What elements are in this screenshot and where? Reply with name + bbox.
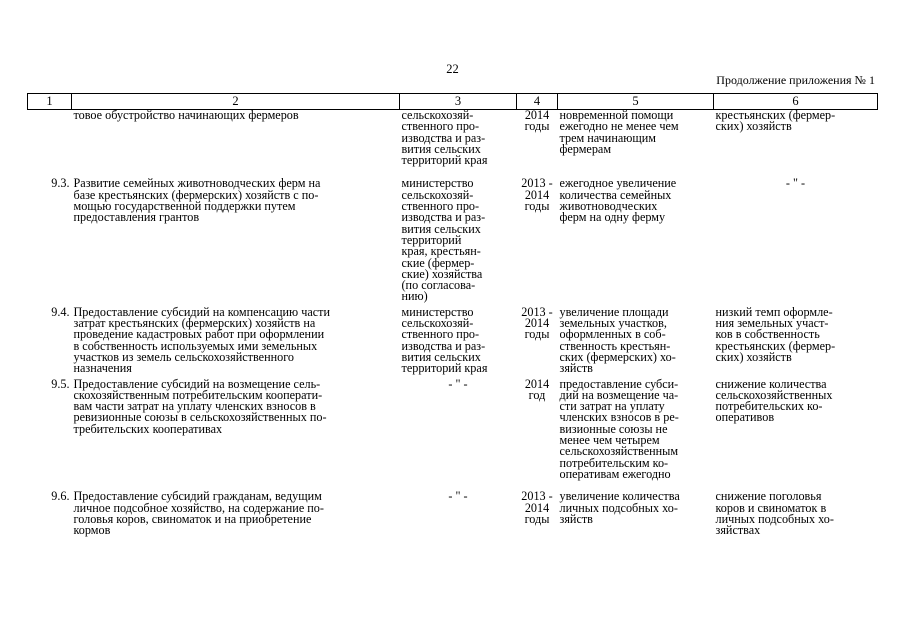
text-line: головья коров, свиноматок и на приобретение xyxy=(73,511,312,526)
text-line: министерство xyxy=(401,304,474,319)
text-line: территорий края xyxy=(401,361,488,376)
text-line: изводства и раз- xyxy=(401,130,486,145)
text-line: членских взносов в ре- xyxy=(559,410,679,425)
text-line: министерство xyxy=(401,176,474,191)
text-line: ков в собственность xyxy=(715,327,820,342)
table-row xyxy=(28,379,878,492)
text-line: вития сельских xyxy=(401,141,481,156)
text-line: 2013 - xyxy=(521,176,553,191)
text-line: годы xyxy=(524,199,550,214)
term-cell xyxy=(517,376,558,492)
text-line: потребительских ко- xyxy=(715,399,823,414)
text-line: 2014 xyxy=(524,500,550,515)
text-line: территорий xyxy=(401,232,462,247)
text-line: год xyxy=(528,387,546,402)
result-cell xyxy=(558,110,714,179)
table-row xyxy=(28,491,878,536)
text-line: ежегодное увеличение xyxy=(559,176,677,191)
executor-cell xyxy=(400,110,517,179)
text-line: личных подсобных хо- xyxy=(715,511,834,526)
text-line: вития сельских xyxy=(401,221,481,236)
column-header: 4 xyxy=(517,94,558,110)
item-number: 9.3. xyxy=(51,176,70,191)
text-line: 2013 - xyxy=(521,304,553,319)
item-number: 9.4. xyxy=(51,304,70,319)
text-line: товое обустройство начинающих фермеров xyxy=(73,108,299,122)
text-line: изводства и раз- xyxy=(401,338,486,353)
activity-text xyxy=(72,376,400,492)
term-cell xyxy=(517,491,558,536)
text-line: оперативов xyxy=(715,410,775,425)
text-line: вития сельских xyxy=(401,349,481,364)
text-line: потребительским ко- xyxy=(559,455,669,470)
text-line: ревизионные союзы в сельскохозяйственных по- xyxy=(73,410,327,425)
table-row xyxy=(28,110,878,179)
consequence-cell xyxy=(714,304,878,379)
text-line: Предоставление субсидий на возмещение сель- xyxy=(73,376,321,391)
text-line: оформленных в соб- xyxy=(559,327,666,342)
term-cell xyxy=(517,110,558,179)
text-line: сельскохозяйственным xyxy=(559,444,679,459)
text-line: 2014 xyxy=(524,316,550,331)
text-line: годы xyxy=(524,327,550,342)
text-line: ские) хозяйства xyxy=(401,266,483,281)
item-number: 9.5. xyxy=(51,376,70,391)
text-line: годы xyxy=(524,119,550,134)
text-line: ских) хозяйств xyxy=(715,349,792,364)
item-number xyxy=(28,110,72,179)
text-line: ственность крестьян- xyxy=(559,338,671,353)
text-line: крестьянских (фермер- xyxy=(715,108,836,122)
text-line: зяйств xyxy=(559,511,593,526)
consequence-cell xyxy=(714,178,878,306)
consequence-cell xyxy=(714,376,878,492)
program-table xyxy=(27,93,878,536)
text-line: - " - xyxy=(448,376,468,391)
table-row xyxy=(28,307,878,379)
text-line: кормов xyxy=(73,523,111,538)
text-line: 2014 xyxy=(524,376,550,391)
text-line: увеличение площади xyxy=(559,304,669,319)
text-line: зяйствах xyxy=(715,523,761,538)
text-line: дий на возмещение ча- xyxy=(559,387,679,402)
text-line: края, крестьян- xyxy=(401,244,481,259)
text-line: сельскохозяйственных xyxy=(715,387,833,402)
executor-cell xyxy=(400,376,517,492)
text-line: визионные союзы не xyxy=(559,421,668,436)
text-line: ственного про- xyxy=(401,199,480,214)
term-cell xyxy=(517,304,558,379)
result-cell xyxy=(558,376,714,492)
text-line: фермерам xyxy=(559,141,612,156)
column-header: 2 xyxy=(72,94,400,110)
text-line: крестьянских (фермер- xyxy=(715,338,836,353)
text-line: требительских кооперативах xyxy=(73,421,223,436)
text-line: сти затрат на уплату xyxy=(559,399,665,414)
column-header: 1 xyxy=(28,94,72,110)
executor-cell xyxy=(400,491,517,536)
text-line: - " - xyxy=(448,489,468,504)
text-line: трем начинающим xyxy=(559,130,656,145)
text-line: ских (фермерских) хо- xyxy=(559,349,676,364)
text-line: сельскохозяй- xyxy=(401,316,474,331)
text-line: низкий темп оформле- xyxy=(715,304,833,319)
result-cell xyxy=(558,491,714,536)
text-line: менее чем четырем xyxy=(559,433,660,448)
text-line: зяйств xyxy=(559,361,593,376)
text-line: мощью государственной поддержки путем xyxy=(73,199,296,214)
executor-cell xyxy=(400,304,517,379)
text-line: ственного про- xyxy=(401,327,480,342)
text-line: ния земельных участ- xyxy=(715,316,829,331)
text-line: новременной помощи xyxy=(559,108,674,122)
item-number: 9.6. xyxy=(51,489,70,504)
text-line: - " - xyxy=(785,176,806,191)
text-line: сельскохозяй- xyxy=(401,187,474,202)
result-cell xyxy=(558,304,714,379)
text-line: ежегодно не менее чем xyxy=(559,119,679,134)
text-line: оперативам ежегодно xyxy=(559,466,671,481)
text-line: ские (фермер- xyxy=(401,255,475,270)
text-line: годы xyxy=(524,511,550,526)
activity-text xyxy=(72,304,400,379)
text-line: Предоставление субсидий на компенсацию части xyxy=(73,304,330,319)
text-line: ских) хозяйств xyxy=(715,119,792,134)
text-line: предоставление субси- xyxy=(559,376,679,391)
text-line: ственного про- xyxy=(401,119,480,134)
consequence-cell xyxy=(714,110,878,179)
table-row xyxy=(28,178,878,306)
text-line: затрат крестьянских (фермерских) хозяйств на xyxy=(73,316,316,331)
text-line: вам части затрат на уплату членских взносов в xyxy=(73,399,316,414)
column-header: 6 xyxy=(714,94,878,110)
text-line: 2013 - xyxy=(521,489,553,504)
text-line: личное подсобное хозяйство, на содержание по- xyxy=(73,500,324,515)
page-number: 22 xyxy=(446,62,459,76)
text-line: скохозяйственным потребительским кооперати- xyxy=(73,387,323,402)
text-line: снижение количества xyxy=(715,376,827,391)
text-line: базе крестьянских (фермерских) хозяйств с по- xyxy=(73,187,319,202)
activity-text xyxy=(72,110,400,179)
text-line: земельных участков, xyxy=(559,316,667,331)
text-line: Развитие семейных животноводческих ферм на xyxy=(73,176,321,191)
text-line: проведение кадастровых работ при оформлении xyxy=(73,327,325,342)
text-line: участков из земель сельскохозяйственного xyxy=(73,349,295,364)
text-line: назначения xyxy=(73,361,132,376)
text-line: изводства и раз- xyxy=(401,210,486,225)
text-line: предоставления грантов xyxy=(73,210,200,225)
activity-text xyxy=(72,178,400,306)
text-line: в собственность используемых ими земельных xyxy=(73,338,318,353)
column-header: 3 xyxy=(400,94,517,110)
text-line: ферм на одну ферму xyxy=(559,210,666,225)
text-line: коров и свиноматок в xyxy=(715,500,827,515)
text-line: снижение поголовья xyxy=(715,489,822,504)
text-line: Предоставление субсидий гражданам, ведущим xyxy=(73,489,322,504)
text-line: количества семейных xyxy=(559,187,672,202)
text-line: 2014 xyxy=(524,187,550,202)
column-header: 5 xyxy=(558,94,714,110)
text-line: (по согласова- xyxy=(401,278,476,293)
activity-text xyxy=(72,491,400,536)
result-cell xyxy=(558,178,714,306)
continuation-note: Продолжение приложения № 1 xyxy=(716,73,875,87)
consequence-cell xyxy=(714,491,878,536)
term-cell xyxy=(517,178,558,306)
text-line: личных подсобных хо- xyxy=(559,500,678,515)
text-line: 2014 xyxy=(524,108,550,122)
text-line: нию) xyxy=(401,289,428,304)
executor-cell xyxy=(400,178,517,306)
text-line: территорий края xyxy=(401,153,488,168)
text-line: животноводческих xyxy=(559,199,658,214)
text-line: увеличение количества xyxy=(559,489,680,504)
text-line: сельскохозяй- xyxy=(401,108,474,122)
